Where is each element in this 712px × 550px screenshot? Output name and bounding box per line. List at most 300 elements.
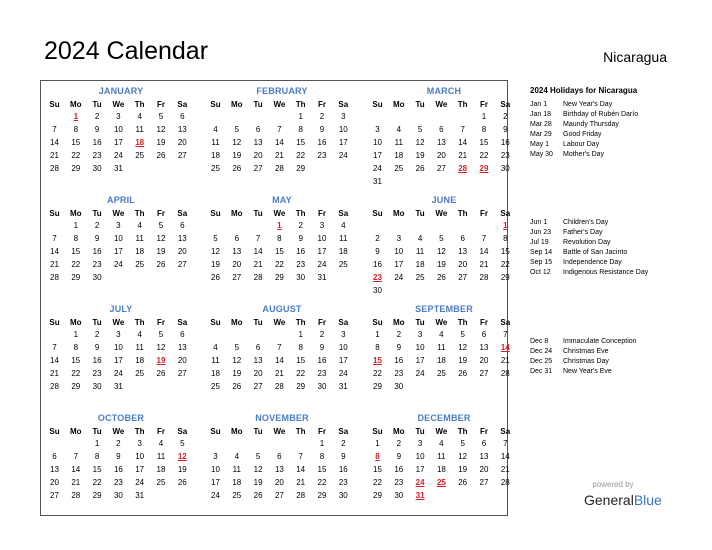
day-cell: 6: [481, 330, 487, 339]
brand-powered-by: powered by: [592, 480, 634, 489]
month-name: MARCH: [426, 86, 462, 96]
day-cell: 24: [211, 491, 220, 500]
day-cell: 27: [50, 491, 59, 500]
holiday-date: Dec 25: [530, 358, 553, 365]
day-cell: 22: [479, 151, 489, 160]
day-cell: 30: [373, 286, 382, 295]
holiday-name: Immaculate Conception: [563, 338, 637, 345]
weekday-header: Tu: [253, 427, 263, 436]
weekday-header: Th: [295, 427, 306, 436]
day-cell: 3: [375, 125, 380, 134]
day-cell: 6: [180, 112, 185, 121]
day-cell: 24: [113, 260, 123, 269]
holiday-date: Jun 23: [530, 229, 552, 236]
day-cell: 22: [71, 260, 81, 269]
weekday-header: Sa: [338, 318, 349, 327]
day-cell: 3: [417, 439, 423, 448]
day-cell: 22: [500, 260, 510, 269]
day-cell: 21: [458, 151, 468, 160]
day-cell: 30: [113, 491, 123, 500]
day-cell: 18: [211, 369, 220, 378]
day-cell: 7: [277, 125, 282, 134]
weekday-header: Mo: [231, 209, 243, 218]
weekday-header: Sa: [500, 209, 511, 218]
weekday-header: Th: [134, 318, 145, 327]
day-cell: 27: [177, 260, 187, 269]
weekday-header: Fr: [318, 209, 326, 218]
day-cell: 1: [481, 112, 487, 121]
day-cell: 30: [92, 164, 102, 173]
day-cell: 28: [296, 491, 306, 500]
day-cell: 9: [396, 343, 402, 352]
holiday-name: Indigenous Resistance Day: [563, 269, 649, 276]
weekday-header: Su: [210, 100, 221, 109]
weekday-header: Mo: [393, 427, 405, 436]
weekday-header: Tu: [92, 209, 102, 218]
day-cell: 9: [116, 452, 121, 461]
day-cell: 2: [94, 112, 100, 121]
brand-name-general: General: [584, 492, 634, 508]
holiday-day-cell: 28: [458, 164, 468, 173]
day-cell: 26: [458, 369, 468, 378]
weekday-header: Th: [295, 100, 306, 109]
day-cell: 22: [373, 478, 382, 487]
day-cell: 16: [113, 465, 123, 474]
day-cell: 27: [479, 478, 489, 487]
month-name: JANUARY: [98, 86, 144, 96]
day-cell: 9: [503, 125, 508, 134]
day-cell: 4: [439, 330, 444, 339]
holiday-day-cell: 31: [415, 491, 425, 500]
day-cell: 19: [232, 151, 242, 160]
day-cell: 6: [255, 343, 261, 352]
day-cell: 6: [180, 221, 185, 230]
holiday-row: [530, 367, 612, 377]
holiday-day-cell: 14: [500, 343, 510, 352]
day-cell: 29: [373, 491, 382, 500]
day-cell: 25: [135, 369, 145, 378]
day-cell: 18: [156, 465, 166, 474]
day-cell: 28: [500, 369, 510, 378]
day-cell: 4: [417, 234, 423, 243]
day-cell: 25: [135, 151, 145, 160]
day-cell: 5: [158, 112, 164, 121]
holiday-day-cell: 15: [373, 356, 382, 365]
weekday-header: Su: [49, 209, 60, 218]
day-cell: 19: [253, 478, 263, 487]
holiday-day-cell: 23: [373, 273, 382, 282]
day-cell: 25: [211, 164, 220, 173]
day-cell: 20: [177, 247, 187, 256]
day-cell: 11: [394, 138, 403, 147]
day-cell: 3: [341, 112, 346, 121]
day-cell: 25: [338, 260, 348, 269]
day-cell: 17: [317, 247, 327, 256]
day-cell: 10: [415, 452, 425, 461]
day-cell: 21: [253, 260, 263, 269]
day-cell: 27: [436, 164, 446, 173]
day-cell: 13: [177, 125, 187, 134]
day-cell: 13: [436, 138, 446, 147]
day-cell: 16: [317, 356, 327, 365]
holiday-row: [530, 357, 609, 367]
day-cell: 15: [71, 247, 81, 256]
day-cell: 1: [94, 439, 100, 448]
day-cell: 7: [298, 452, 303, 461]
weekday-header: We: [112, 318, 125, 327]
month-name: APRIL: [107, 195, 135, 205]
weekday-header: Tu: [92, 427, 102, 436]
day-cell: 29: [71, 382, 81, 391]
weekday-header: Th: [457, 209, 468, 218]
day-cell: 10: [394, 247, 404, 256]
day-cell: 1: [73, 330, 79, 339]
day-cell: 23: [113, 478, 123, 487]
day-cell: 17: [415, 465, 425, 474]
day-cell: 1: [298, 330, 303, 339]
weekday-header: We: [435, 100, 448, 109]
holiday-row: [530, 228, 602, 238]
day-cell: 11: [415, 247, 425, 256]
day-cell: 23: [500, 151, 510, 160]
holiday-name: Father's Day: [563, 229, 603, 236]
day-cell: 26: [232, 382, 242, 391]
day-cell: 4: [234, 452, 240, 461]
weekday-header: Su: [372, 100, 383, 109]
weekday-header: Fr: [480, 318, 488, 327]
day-cell: 9: [94, 234, 100, 243]
day-cell: 6: [52, 452, 57, 461]
day-cell: 5: [460, 439, 465, 448]
day-cell: 20: [458, 260, 468, 269]
day-cell: 28: [479, 273, 489, 282]
day-cell: 1: [73, 221, 79, 230]
day-cell: 8: [481, 125, 487, 134]
day-cell: 30: [92, 273, 102, 282]
day-cell: 8: [73, 234, 79, 243]
day-cell: 10: [211, 465, 220, 474]
day-cell: 30: [394, 382, 404, 391]
day-cell: 31: [135, 491, 145, 500]
day-cell: 22: [296, 151, 306, 160]
country-label: Nicaragua: [603, 49, 667, 65]
day-cell: 12: [458, 343, 468, 352]
weekday-header: Sa: [500, 427, 511, 436]
day-cell: 20: [253, 369, 263, 378]
day-cell: 13: [50, 465, 59, 474]
holiday-name: Battle of San Jacinto: [563, 249, 628, 256]
weekday-header: Tu: [92, 318, 102, 327]
day-cell: 2: [341, 439, 346, 448]
day-cell: 20: [232, 260, 242, 269]
day-cell: 11: [437, 452, 446, 461]
day-cell: 12: [253, 465, 263, 474]
day-cell: 27: [177, 151, 187, 160]
day-cell: 8: [503, 234, 508, 243]
day-cell: 12: [156, 343, 166, 352]
day-cell: 27: [177, 369, 187, 378]
day-cell: 12: [458, 452, 468, 461]
day-cell: 11: [211, 356, 220, 365]
weekday-header: Sa: [500, 318, 511, 327]
holiday-name: Maundy Thursday: [563, 121, 619, 128]
holiday-name: Independence Day: [563, 259, 622, 266]
holiday-row: [530, 238, 610, 248]
day-cell: 21: [500, 465, 510, 474]
day-cell: 26: [415, 164, 425, 173]
weekday-header: Tu: [92, 100, 102, 109]
weekday-header: Th: [457, 427, 468, 436]
day-cell: 17: [338, 356, 348, 365]
day-cell: 14: [479, 247, 489, 256]
weekday-header: Su: [372, 318, 383, 327]
day-cell: 7: [52, 234, 57, 243]
day-cell: 23: [338, 478, 348, 487]
weekday-header: Th: [457, 318, 468, 327]
day-cell: 29: [71, 164, 81, 173]
day-cell: 25: [394, 164, 404, 173]
day-cell: 5: [158, 330, 164, 339]
holiday-date: Sep 14: [530, 249, 553, 256]
holiday-name: Mother's Day: [563, 151, 605, 158]
weekday-header: Fr: [157, 209, 165, 218]
month-name: JUNE: [431, 195, 457, 205]
day-cell: 2: [503, 112, 508, 121]
day-cell: 11: [135, 125, 144, 134]
day-cell: 4: [341, 221, 346, 230]
day-cell: 29: [71, 273, 81, 282]
day-cell: 12: [436, 247, 446, 256]
holiday-row: [530, 268, 648, 278]
day-cell: 21: [71, 478, 81, 487]
day-cell: 22: [274, 260, 284, 269]
weekday-header: Tu: [253, 318, 263, 327]
day-cell: 29: [274, 273, 284, 282]
day-cell: 27: [253, 382, 263, 391]
weekday-header: Mo: [393, 100, 405, 109]
day-cell: 5: [213, 234, 218, 243]
weekday-header: Tu: [415, 209, 425, 218]
weekday-header: We: [435, 427, 448, 436]
day-cell: 15: [71, 138, 81, 147]
day-cell: 23: [92, 151, 102, 160]
holiday-row: [530, 218, 608, 228]
weekday-header: Mo: [70, 318, 82, 327]
day-cell: 6: [234, 234, 240, 243]
day-cell: 8: [73, 125, 79, 134]
day-cell: 6: [460, 234, 465, 243]
holiday-name: New Year's Eve: [563, 368, 612, 375]
day-cell: 11: [135, 343, 144, 352]
holiday-name: Christmas Day: [563, 358, 609, 365]
holiday-date: Mar 29: [530, 131, 552, 138]
day-cell: 26: [211, 273, 220, 282]
day-cell: 19: [415, 151, 425, 160]
weekday-header: Th: [134, 427, 145, 436]
day-cell: 23: [394, 369, 404, 378]
weekday-header: Tu: [415, 318, 425, 327]
day-cell: 4: [213, 343, 218, 352]
day-cell: 14: [500, 452, 510, 461]
holiday-name: Children's Day: [563, 219, 609, 226]
day-cell: 8: [277, 234, 282, 243]
day-cell: 12: [156, 234, 166, 243]
day-cell: 25: [436, 369, 446, 378]
day-cell: 23: [92, 369, 102, 378]
day-cell: 28: [50, 382, 59, 391]
weekday-header: Mo: [231, 427, 243, 436]
day-cell: 26: [156, 369, 166, 378]
day-cell: 13: [458, 247, 468, 256]
day-cell: 3: [213, 452, 218, 461]
weekday-header: We: [112, 427, 125, 436]
holidays-title: 2024 Holidays for Nicaragua: [530, 86, 638, 95]
weekday-header: Mo: [70, 427, 82, 436]
day-cell: 11: [211, 138, 220, 147]
day-cell: 11: [232, 465, 241, 474]
day-cell: 27: [253, 164, 263, 173]
day-cell: 2: [94, 330, 100, 339]
day-cell: 31: [338, 382, 348, 391]
day-cell: 1: [375, 330, 380, 339]
day-cell: 15: [317, 465, 327, 474]
holiday-day-cell: 1: [73, 112, 79, 121]
day-cell: 1: [319, 439, 325, 448]
weekday-header: Th: [134, 100, 145, 109]
day-cell: 20: [479, 356, 489, 365]
day-cell: 18: [394, 151, 404, 160]
weekday-header: Tu: [415, 427, 425, 436]
day-cell: 19: [156, 247, 166, 256]
weekday-header: Sa: [177, 318, 188, 327]
day-cell: 18: [436, 356, 446, 365]
holiday-row: [530, 100, 612, 110]
day-cell: 20: [479, 465, 489, 474]
day-cell: 18: [415, 260, 425, 269]
weekday-header: Sa: [177, 209, 188, 218]
day-cell: 21: [479, 260, 489, 269]
day-cell: 30: [500, 164, 510, 173]
day-cell: 14: [274, 356, 284, 365]
day-cell: 6: [180, 330, 185, 339]
day-cell: 3: [319, 221, 325, 230]
weekday-header: Tu: [253, 209, 263, 218]
day-cell: 21: [500, 356, 510, 365]
day-cell: 7: [255, 234, 261, 243]
day-cell: 15: [296, 356, 306, 365]
month-name: MAY: [272, 195, 292, 205]
weekday-header: Sa: [338, 100, 349, 109]
day-cell: 19: [458, 465, 468, 474]
day-cell: 6: [481, 439, 487, 448]
day-cell: 17: [113, 356, 123, 365]
day-cell: 15: [71, 356, 81, 365]
day-cell: 12: [232, 356, 242, 365]
day-cell: 14: [253, 247, 263, 256]
day-cell: 11: [135, 234, 144, 243]
weekday-header: Mo: [231, 100, 243, 109]
weekday-header: Fr: [480, 427, 488, 436]
holiday-day-cell: 12: [177, 452, 187, 461]
day-cell: 20: [50, 478, 59, 487]
day-cell: 5: [460, 330, 465, 339]
day-cell: 12: [232, 138, 242, 147]
weekday-header: Tu: [415, 100, 425, 109]
day-cell: 26: [232, 164, 242, 173]
day-cell: 13: [253, 356, 263, 365]
day-cell: 24: [338, 151, 348, 160]
day-cell: 6: [439, 125, 444, 134]
holiday-day-cell: 1: [277, 221, 282, 230]
day-cell: 19: [436, 260, 446, 269]
day-cell: 25: [415, 273, 425, 282]
day-cell: 17: [211, 478, 220, 487]
day-cell: 1: [375, 439, 380, 448]
day-cell: 20: [177, 356, 187, 365]
day-cell: 29: [296, 164, 306, 173]
day-cell: 19: [458, 356, 468, 365]
day-cell: 25: [156, 478, 166, 487]
day-cell: 11: [339, 234, 348, 243]
day-cell: 13: [177, 343, 187, 352]
weekday-header: Mo: [70, 209, 82, 218]
holiday-day-cell: 19: [156, 356, 166, 365]
day-cell: 20: [274, 478, 284, 487]
holiday-name: Good Friday: [563, 131, 602, 138]
day-cell: 18: [232, 478, 242, 487]
weekday-header: Su: [210, 318, 221, 327]
weekday-header: Sa: [500, 100, 511, 109]
day-cell: 7: [481, 234, 487, 243]
weekday-header: Sa: [177, 427, 188, 436]
weekday-header: Fr: [318, 427, 326, 436]
holiday-date: Jan 18: [530, 111, 552, 118]
day-cell: 9: [94, 125, 100, 134]
day-cell: 29: [500, 273, 510, 282]
day-cell: 5: [439, 234, 444, 243]
day-cell: 29: [92, 491, 102, 500]
weekday-header: Su: [210, 209, 221, 218]
weekday-header: Fr: [157, 318, 165, 327]
day-cell: 14: [50, 247, 59, 256]
brand-logo[interactable]: [584, 491, 662, 509]
day-cell: 3: [116, 330, 121, 339]
day-cell: 10: [415, 343, 425, 352]
day-cell: 11: [156, 452, 166, 461]
day-cell: 9: [396, 452, 402, 461]
day-cell: 23: [92, 260, 102, 269]
holiday-date: May 1: [530, 141, 550, 148]
day-cell: 20: [436, 151, 446, 160]
weekday-header: We: [435, 209, 448, 218]
day-cell: 19: [232, 369, 242, 378]
day-cell: 21: [50, 260, 59, 269]
weekday-header: Th: [295, 318, 306, 327]
day-cell: 16: [394, 356, 404, 365]
holiday-day-cell: 8: [375, 452, 380, 461]
holiday-day-cell: 24: [415, 478, 425, 487]
day-cell: 19: [177, 465, 187, 474]
day-cell: 8: [298, 125, 303, 134]
day-cell: 14: [274, 138, 284, 147]
day-cell: 23: [317, 369, 327, 378]
day-cell: 17: [338, 138, 348, 147]
month-name: JULY: [109, 304, 133, 314]
holiday-row: [530, 120, 619, 130]
day-cell: 18: [338, 247, 348, 256]
day-cell: 25: [135, 260, 145, 269]
day-cell: 13: [274, 465, 284, 474]
